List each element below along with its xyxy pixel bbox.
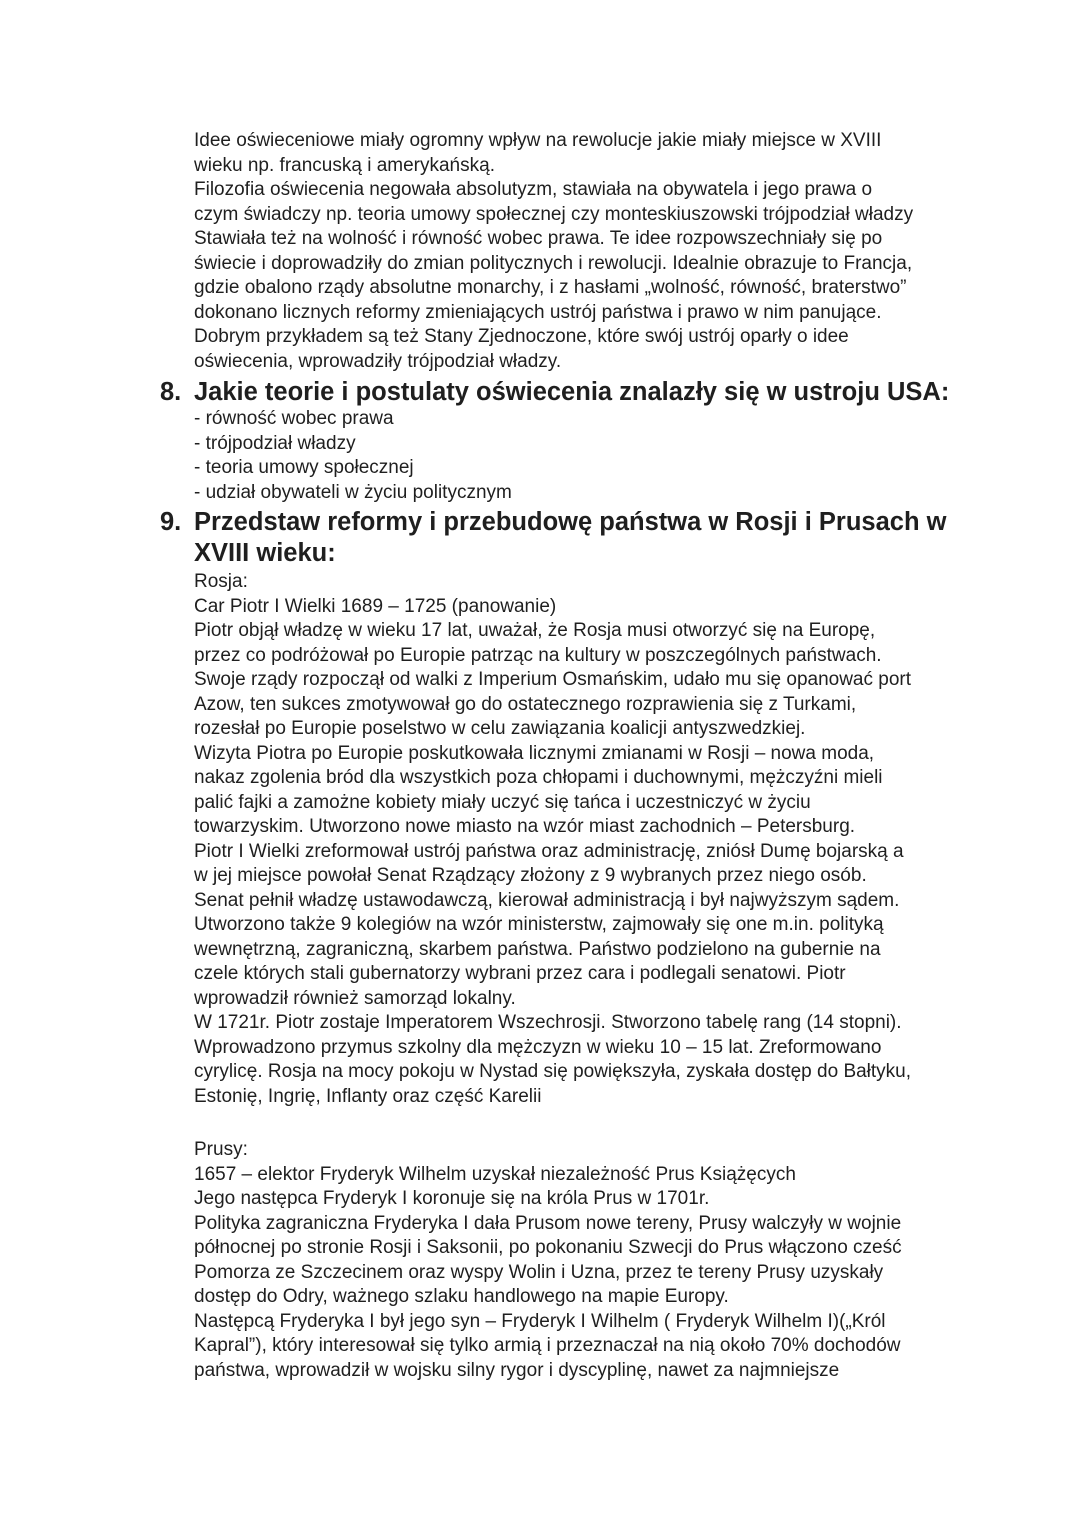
question-title-line1: Przedstaw reformy i przebudowę państwa w Rosji i Prusach w [194, 508, 947, 536]
text-line: Filozofia oświecenia negowała absolutyzm, stawiała na obywatela i jego prawa o [194, 179, 873, 200]
text-line: nakaz zgolenia bród dla wszystkich poza chłopami i duchownymi, mężczyźni mieli [194, 767, 883, 788]
text-line: Piotr objął władzę w wieku 17 lat, uważał, że Rosja musi otworzyć się na Europę, [194, 620, 876, 641]
text-line: towarzyskim. Utworzono nowe miasto na wzór miast zachodnich – Petersburg. [194, 816, 856, 837]
text-line: Stawiała też na wolność i równość wobec prawa. Te idee rozpowszechniały się po [194, 228, 883, 249]
text-line: Wizyta Piotra po Europie poskutkowała licznymi zmianami w Rosji – nowa moda, [194, 742, 875, 764]
text-line: Pomorza ze Szczecinem oraz wyspy Wolin i Uzna, przez te tereny Prusy uzyskały [194, 1261, 884, 1283]
text-line: palić fajki a zamożne kobiety miały uczyć się tańca i uczestniczyć w życiu [194, 791, 811, 813]
intro-paragraph [194, 129, 964, 374]
text-line: rozesłał po Europie poselstwo w celu zawiązania koalicji antyszwedzkiej. [194, 718, 806, 739]
list-item: - trójpodział władzy [194, 432, 356, 454]
text-line: dostęp do Odry, ważnego szlaku handlowego na mapie Europy. [194, 1286, 729, 1307]
text-line: Polityka zagraniczna Fryderyka I dała Prusom nowe tereny, Prusy walczyły w wojnie [194, 1212, 902, 1234]
list-item: - równość wobec prawa [194, 408, 394, 429]
text-line: Utworzono także 9 kolegiów na wzór ministerstw, zajmowały się one m.in. polityką [194, 914, 884, 935]
text-line: gdzie obalono rządy absolutne monarchy, i z hasłami „wolność, równość, braterstwo” [194, 277, 907, 298]
text-line: W 1721r. Piotr zostaje Imperatorem Wszechrosji. Stworzono tabelę rang (14 stopni). [194, 1012, 902, 1033]
text-line: Kapral”), który interesował się tylko armią i przeznaczał na nią około 70% dochodów [194, 1335, 901, 1356]
text-line: Piotr I Wielki zreformował ustrój państwa oraz administrację, zniósł Dumę bojarską a [194, 840, 904, 862]
text-line: cyrylicę. Rosja na mocy pokoju w Nystad się powiększyła, zyskała dostęp do Bałtyku, [194, 1061, 912, 1082]
question-title: Jakie teorie i postulaty oświecenia znalazły się w ustroju USA: [194, 378, 950, 406]
text-line: północnej po stronie Rosji i Saksonii, po pokonaniu Szwecji do Prus włączono cześć [194, 1237, 902, 1258]
text-line: 1657 – elektor Fryderyk Wilhelm uzyskał niezależność Prus Książęcych [194, 1163, 796, 1185]
text-line: w jej miejsce powołał Senat Rządzący złożony z 9 wybranych przez niego osób. [194, 865, 867, 886]
text-line: wprowadził również samorząd lokalny. [194, 987, 516, 1009]
text-line: świecie i doprowadziły do zmian politycznych i rewolucji. Idealnie obrazuje to Francja, [194, 252, 913, 274]
text-line: dokonano licznych reformy zmieniających ustrój państwa i prawo w nim panujące. [194, 301, 882, 323]
text-line: Następcą Fryderyka I był jego syn – Fryderyk I Wilhelm ( Fryderyk Wilhelm I)(„Król [194, 1310, 886, 1332]
list-item: - teoria umowy społecznej [194, 457, 414, 478]
text-line: oświecenia, wprowadziły trójpodział władzy. [194, 350, 562, 372]
text-line: państwa, wprowadził w wojsku silny rygor i dyscyplinę, nawet za najmniejsze [194, 1359, 840, 1381]
text-line: Dobrym przykładem są też Stany Zjednoczone, które swój ustrój oparły o idee [194, 326, 849, 347]
question-9-heading [160, 507, 960, 569]
text-line: Swoje rządy rozpoczął od walki z Imperium Osmańskim, udało mu się opanować port [194, 669, 912, 690]
text-line: Jego następca Fryderyk I koronuje się na króla Prus w 1701r. [194, 1188, 710, 1209]
text-line: Azow, ten sukces zmotywował go do ostatecznego rozprawienia się z Turkami, [194, 693, 857, 715]
question-number: 8. [160, 378, 182, 406]
list-item: - udział obywateli w życiu politycznym [194, 481, 512, 503]
text-line: Senat pełnił władzę ustawodawczą, kierował administracją i był najwyższym sądem. [194, 889, 900, 911]
text-line: Wprowadzono przymus szkolny dla mężczyzn w wieku 10 – 15 lat. Zreformowano [194, 1036, 882, 1058]
text-line: Prusy: [194, 1139, 248, 1160]
text-line: Car Piotr I Wielki 1689 – 1725 (panowanie) [194, 595, 557, 617]
text-line: przez co podróżował po Europie patrząc na kultury w poszczególnych państwach. [194, 644, 882, 666]
text-line: wewnętrzną, zagraniczną, skarbem państwa. Państwo podzielono na gubernie na [194, 938, 881, 960]
question-8-heading [160, 377, 960, 408]
text-line: Estonię, Ingrię, Inflanty oraz część Karelii [194, 1085, 542, 1107]
question-title-line2: XVIII wieku: [194, 539, 336, 567]
text-line: wieku np. francuską i amerykańską. [194, 154, 495, 176]
question-8-list [194, 407, 964, 505]
text-line: Rosja: [194, 571, 248, 592]
text-line: czym świadczy np. teoria umowy społecznej czy monteskiuszowski trójpodział władzy [194, 203, 914, 225]
text-line: Idee oświeceniowe miały ogromny wpływ na rewolucje jakie miały miejsce w XVIII [194, 130, 882, 151]
question-number: 9. [160, 508, 182, 536]
prussia-section [194, 1138, 964, 1383]
russia-section [194, 570, 964, 1109]
text-line: czele których stali gubernatorzy wybrani przez cara i podlegali senatowi. Piotr [194, 963, 846, 984]
